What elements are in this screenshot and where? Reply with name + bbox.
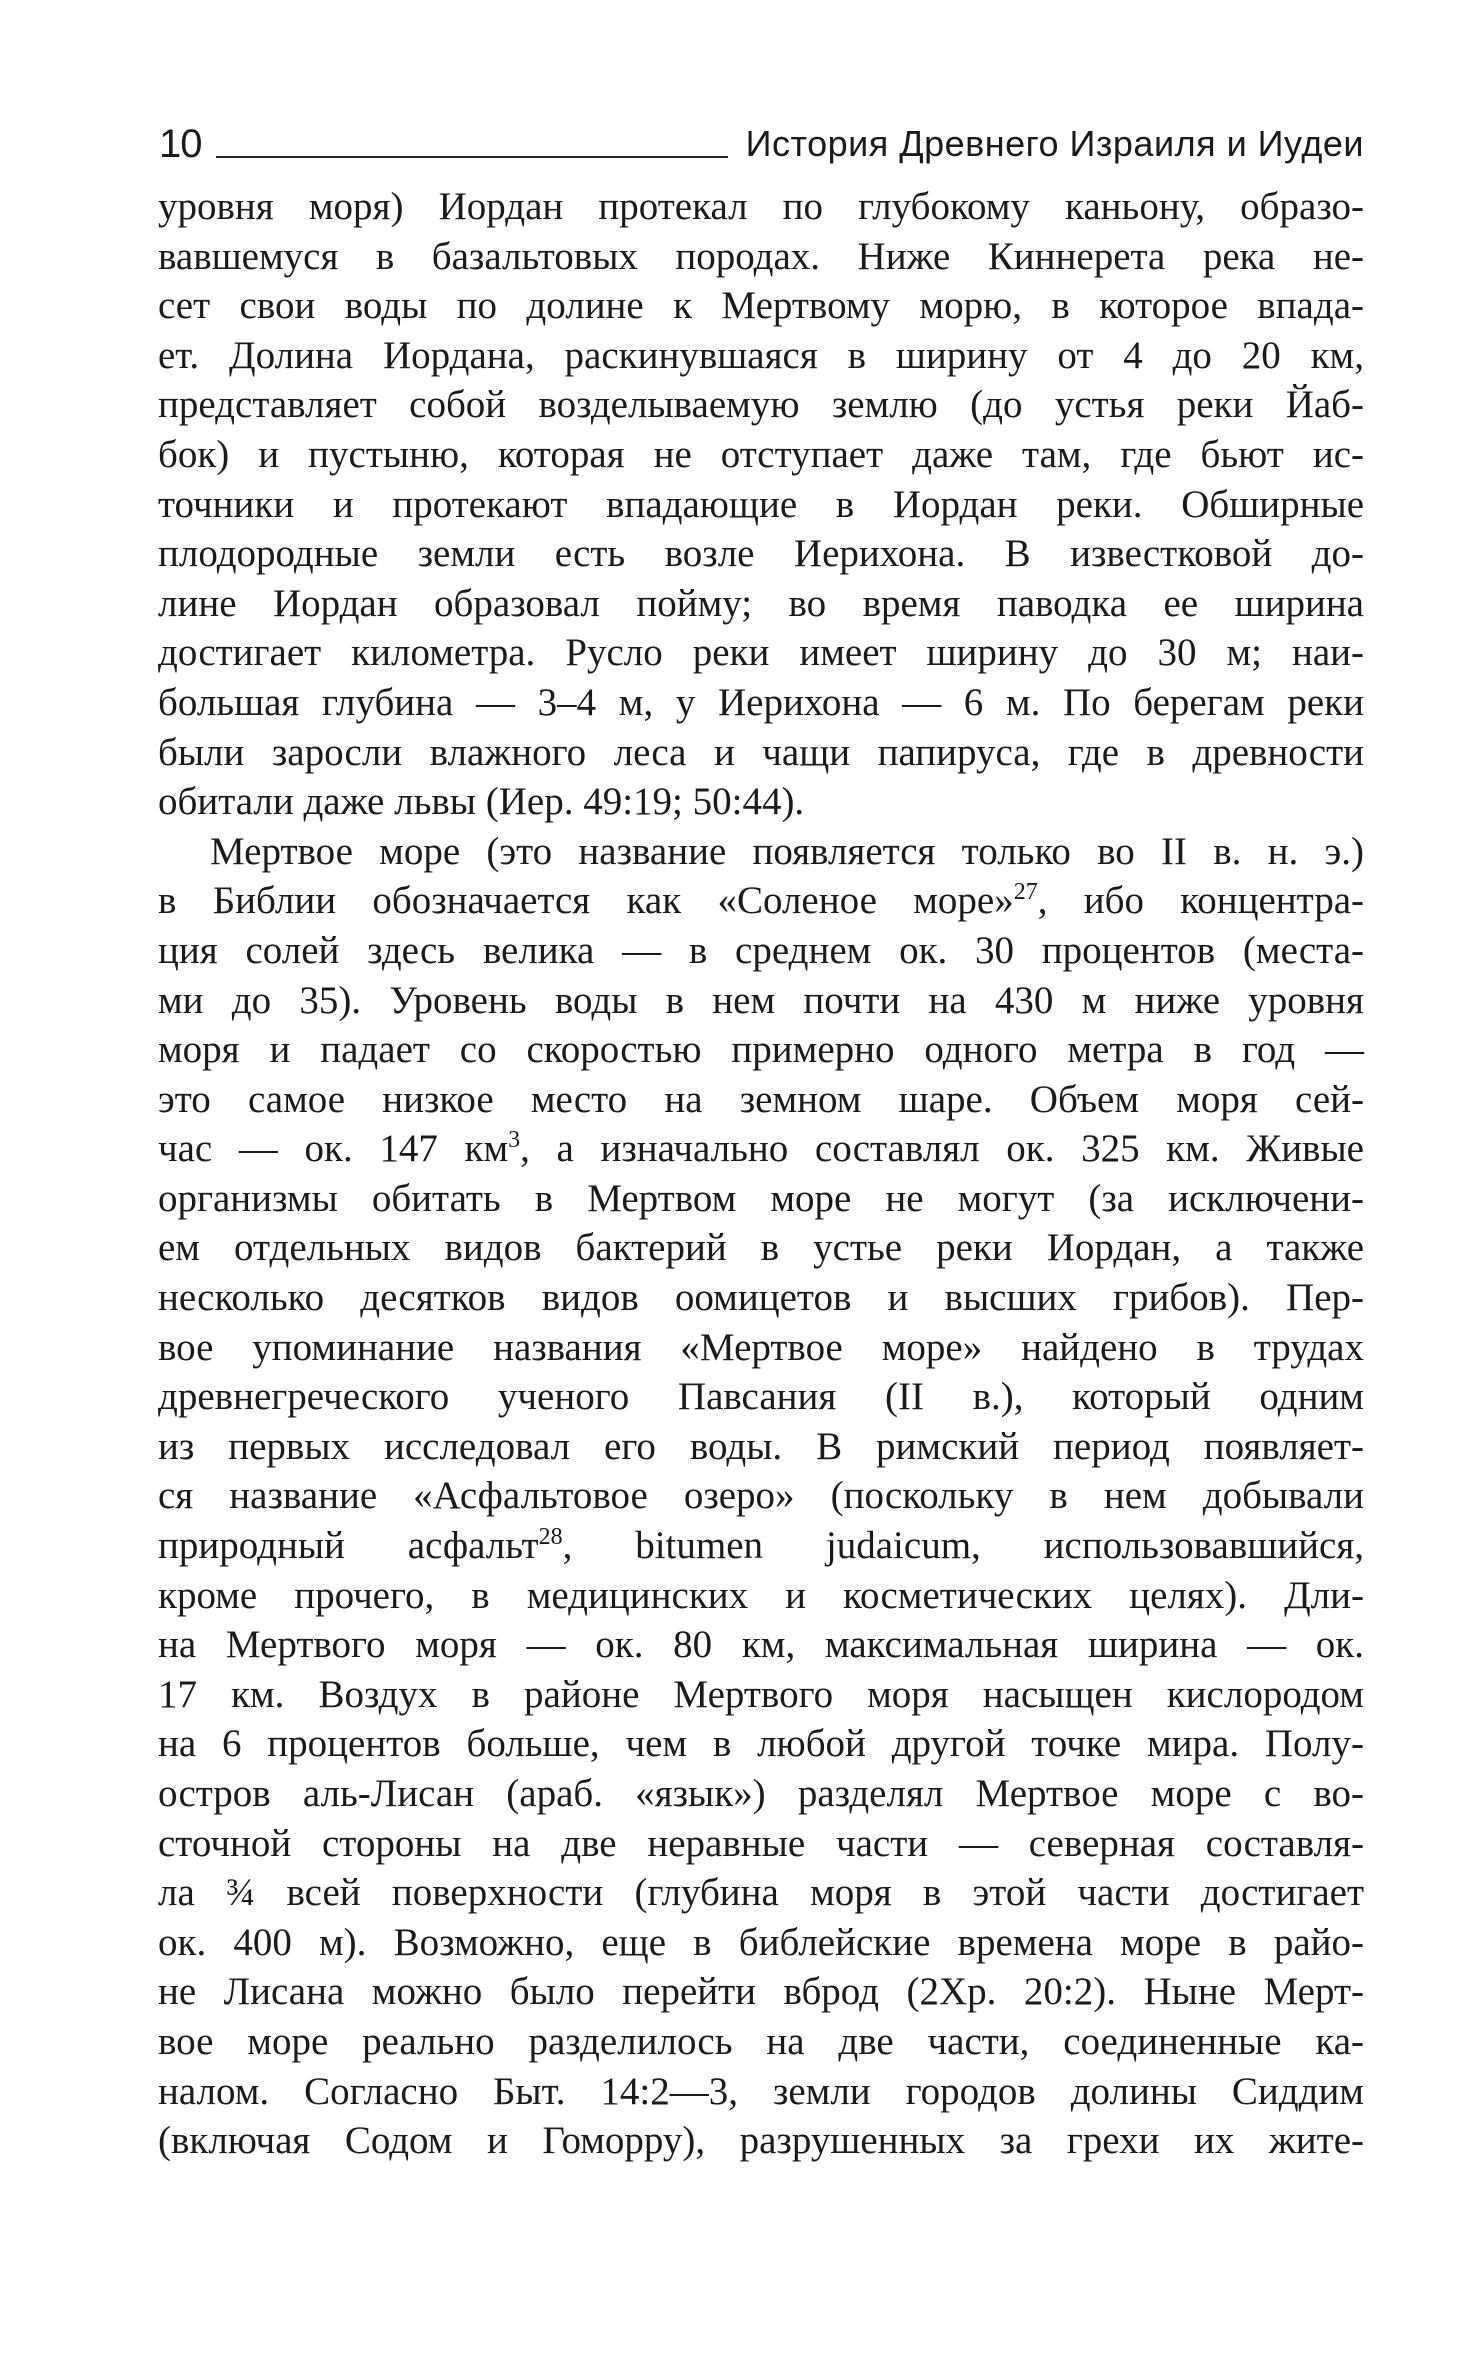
text-line — [158, 1075, 1364, 1125]
footnote-marker: 27 — [1013, 879, 1038, 906]
text-line — [158, 1025, 1364, 1075]
text-line — [158, 1868, 1364, 1918]
footnote-marker: 3 — [508, 1127, 521, 1154]
text-line — [158, 1571, 1364, 1621]
text-line — [158, 1670, 1364, 1720]
line-text: ет. Долина Иордана, раскинувшаяся в ширину от 4 до 20 км, — [158, 333, 1364, 377]
header-rule — [216, 156, 728, 158]
text-line — [158, 976, 1364, 1026]
line-text: 17 км. Воздух в районе Мертвого моря насыщен кислородом — [158, 1672, 1364, 1716]
line-text: были заросли влажного леса и чащи папируса, где в древности — [158, 730, 1364, 774]
text-line — [158, 827, 1364, 877]
line-text: древнегреческого ученого Павсания (II в.), который одним — [158, 1375, 1364, 1419]
line-text: Мертвое море (это название появляется только во II в. н. э.) — [210, 829, 1364, 873]
line-text-continued: , а изначально составлял ок. 325 км. Живые — [520, 1127, 1364, 1171]
text-line — [158, 281, 1364, 331]
line-text: из первых исследовал его воды. В римский период появляет- — [158, 1424, 1364, 1468]
paragraph — [158, 827, 1364, 2166]
line-text: налом. Согласно Быт. 14:2—3, земли городов долины Сиддим — [158, 2069, 1364, 2113]
line-text: ся название «Асфальтовое озеро» (поскольку в нем добывали — [158, 1474, 1364, 1518]
line-text: (включая Содом и Гоморру), разрушенных за грехи их жите- — [158, 2119, 1364, 2163]
text-line — [158, 1620, 1364, 1670]
line-text: ла ¾ всей поверхности (глубина моря в этой части достигает — [158, 1871, 1364, 1915]
line-text: организмы обитать в Мертвом море не могут (за исключени- — [158, 1176, 1364, 1220]
text-line — [158, 1967, 1364, 2017]
text-line — [158, 331, 1364, 381]
line-text: не Лисана можно было перейти вброд (2Хр. 20:2). Ныне Мерт- — [158, 1970, 1364, 2014]
line-text-continued: , bitumen judaicum, использовавшийся, — [562, 1524, 1365, 1568]
line-text: сет свои воды по долине к Мертвому морю, в которое впада- — [158, 284, 1364, 328]
line-text: достигает километра. Русло реки имеет ширину до 30 м; наи- — [158, 631, 1364, 675]
text-line — [158, 1323, 1364, 1373]
line-text: сточной стороны на две неравные части — северная составля- — [158, 1821, 1364, 1865]
line-text: ция солей здесь велика — в среднем ок. 30 процентов (места- — [158, 928, 1364, 972]
text-line — [158, 2116, 1364, 2166]
line-text: лине Иордан образовал пойму; во время паводка ее ширина — [158, 581, 1364, 625]
line-text-continued: , ибо концентра- — [1037, 879, 1364, 923]
text-line — [158, 2067, 1364, 2117]
text-line — [158, 728, 1364, 778]
line-text: это самое низкое место на земном шаре. Объем моря сей- — [158, 1077, 1364, 1121]
running-title: История Древнего Израиля и Иудеи — [745, 123, 1364, 164]
footnote-marker: 28 — [538, 1524, 563, 1551]
text-line — [158, 182, 1364, 232]
text-line — [158, 1769, 1364, 1819]
text-line — [158, 380, 1364, 430]
line-text: большая глубина — 3–4 м, у Иерихона — 6 м. По берегам реки — [158, 680, 1364, 724]
text-line — [158, 1124, 1364, 1174]
line-text: ми до 35). Уровень воды в нем почти на 430 м ниже уровня — [158, 978, 1364, 1022]
line-text: бок) и пустыню, которая не отступает даже там, где бьют ис- — [158, 432, 1364, 476]
text-line — [158, 480, 1364, 530]
text-line — [158, 232, 1364, 282]
text-line — [158, 1719, 1364, 1769]
text-line — [158, 430, 1364, 480]
line-text: плодородные земли есть возле Иерихона. В известковой до- — [158, 532, 1364, 576]
text-line — [158, 2017, 1364, 2067]
text-line — [158, 628, 1364, 678]
text-line — [158, 1918, 1364, 1968]
line-text: кроме прочего, в медицинских и косметических целях). Дли- — [158, 1573, 1364, 1617]
body-text — [158, 182, 1364, 2166]
line-text: природный асфальт — [158, 1524, 539, 1568]
text-line — [158, 1174, 1364, 1224]
line-text: ем отдельных видов бактерий в устье реки Иордан, а также — [158, 1226, 1364, 1270]
line-text: час — ок. 147 км — [158, 1127, 509, 1171]
line-text: ок. 400 м). Возможно, еще в библейские времена море в райо- — [158, 1920, 1364, 1964]
text-line — [158, 1422, 1364, 1472]
line-text: несколько десятков видов оомицетов и высших грибов). Пер- — [158, 1276, 1364, 1320]
line-text: обитали даже львы (Иер. 49:19; 50:44). — [158, 780, 805, 824]
text-line — [158, 1372, 1364, 1422]
line-text: остров аль-Лисан (араб. «язык») разделял Мертвое море с во- — [158, 1772, 1364, 1815]
line-text: на Мертвого моря — ок. 80 км, максимальная ширина — ок. — [158, 1623, 1364, 1667]
line-text: точники и протекают впадающие в Иордан реки. Обширные — [158, 482, 1364, 526]
line-text: в Библии обозначается как «Соленое море» — [158, 879, 1014, 923]
page-number: 10 — [159, 122, 202, 166]
text-line — [158, 1471, 1364, 1521]
text-line — [158, 678, 1364, 728]
text-line — [158, 529, 1364, 579]
line-text: уровня моря) Иордан протекал по глубокому каньону, образо- — [158, 185, 1364, 228]
text-line — [158, 876, 1364, 926]
text-line — [158, 1223, 1364, 1273]
text-line — [158, 1819, 1364, 1869]
text-line — [158, 777, 1364, 827]
line-text: на 6 процентов больше, чем в любой другой точке мира. Полу- — [158, 1722, 1364, 1766]
line-text: вое упоминание названия «Мертвое море» найдено в трудах — [158, 1325, 1364, 1369]
text-line — [158, 1521, 1364, 1571]
line-text: представляет собой возделываемую землю (до устья реки Йаб- — [158, 383, 1364, 427]
text-line — [158, 1273, 1364, 1323]
text-line — [158, 579, 1364, 629]
line-text: моря и падает со скоростью примерно одного метра в год — — [158, 1028, 1364, 1072]
text-line — [158, 926, 1364, 976]
page-header — [159, 108, 1364, 166]
paragraph — [158, 182, 1364, 827]
line-text: вое море реально разделилось на две части, соединенные ка- — [158, 2019, 1364, 2063]
line-text: вавшемуся в базальтовых породах. Ниже Киннерета река не- — [158, 234, 1364, 278]
